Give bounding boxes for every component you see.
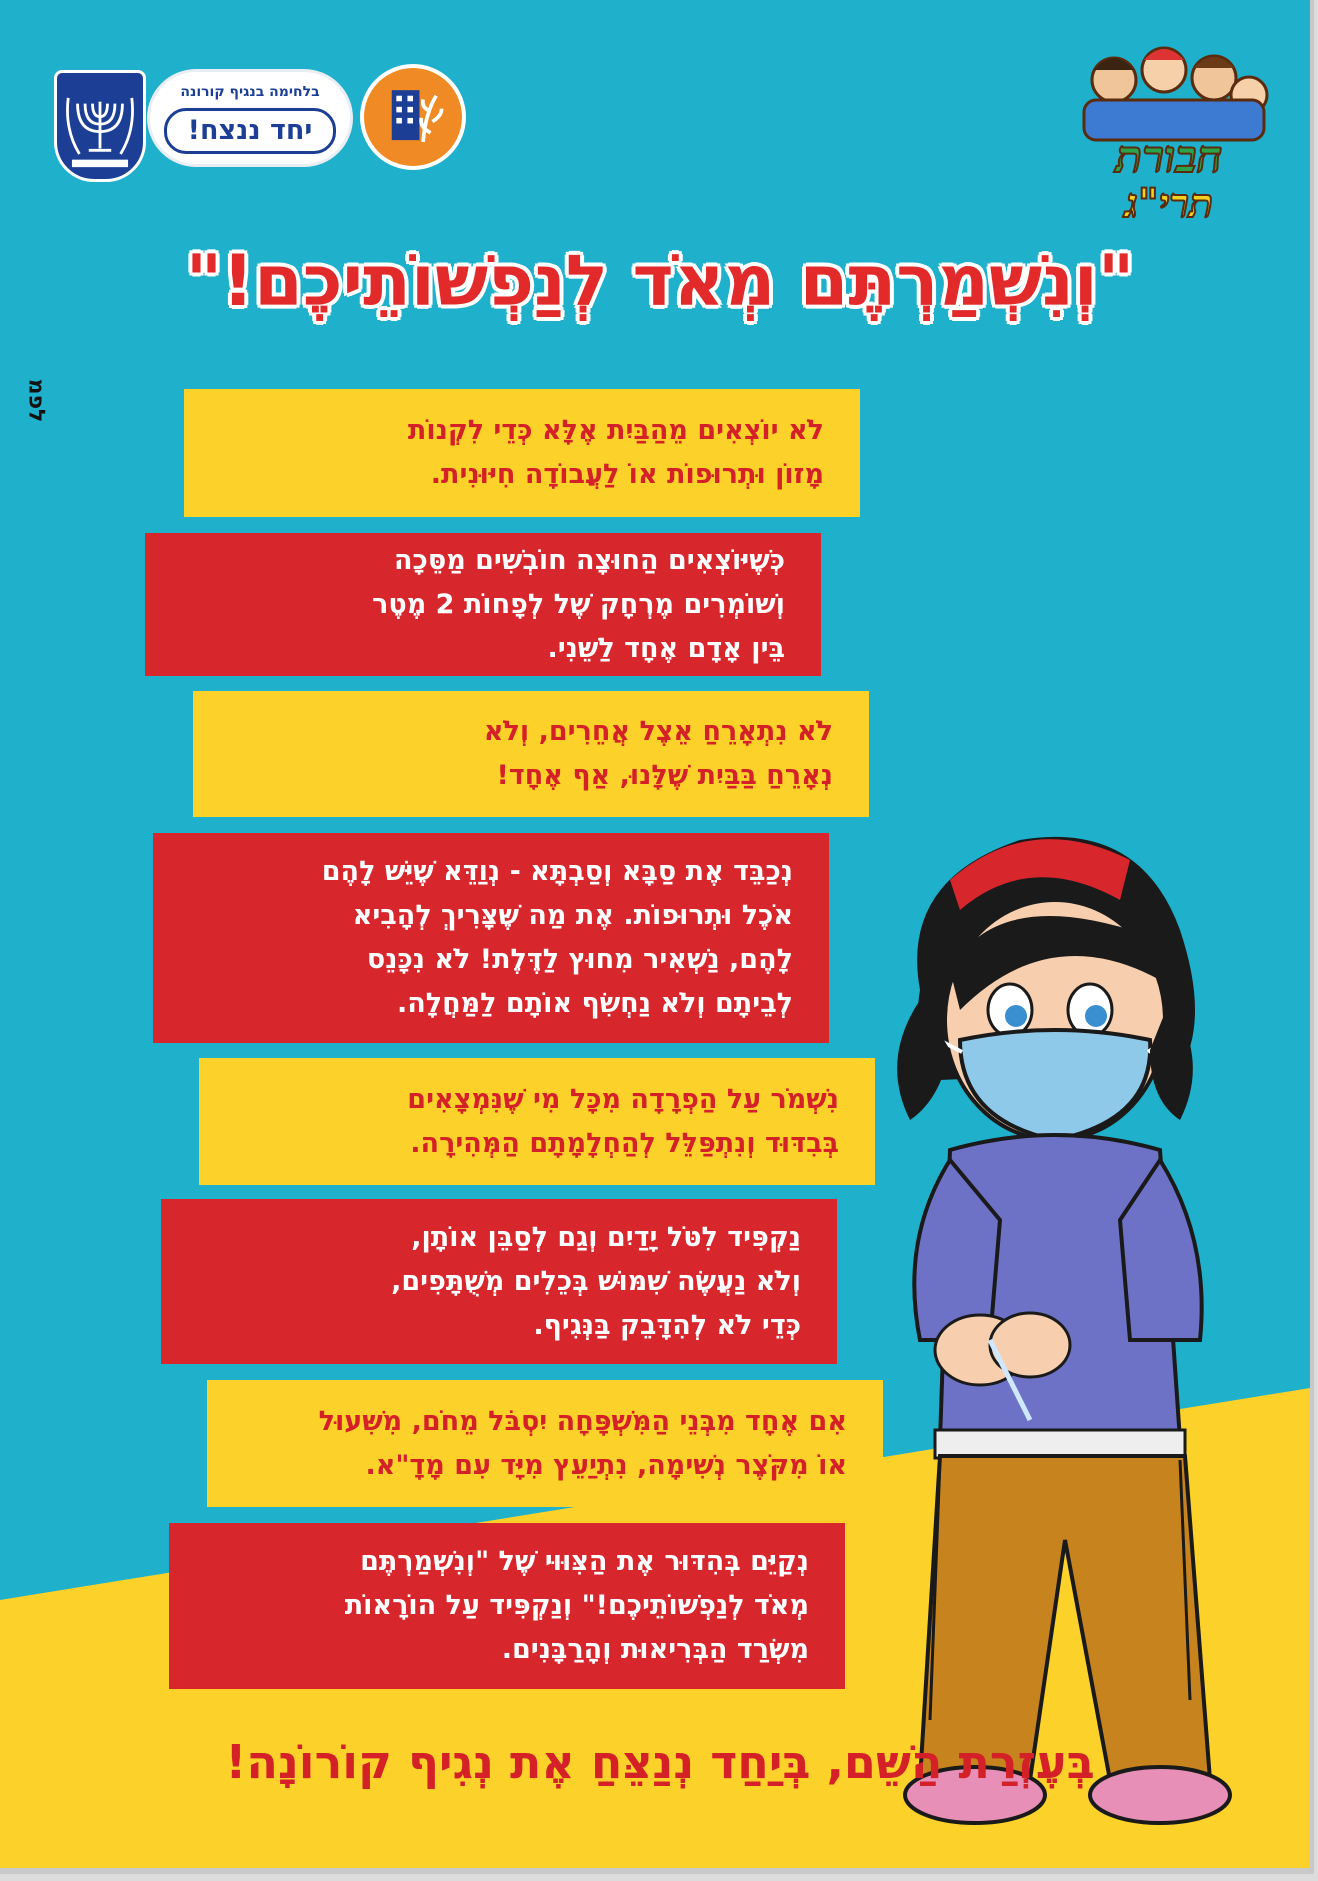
- instruction-line: אֹכֶל וּתְרוּפוֹת. אֶת מַה שֶּׁצָּרִיךְ לְהָבִיא: [352, 900, 793, 931]
- logo-caption: בלחימה בנגיף קורונה: [180, 84, 320, 100]
- instruction-line: מָזוֹן וּתְרוּפוֹת אוֹ לַעֲבוֹדָה חִיּוּנִית.: [430, 459, 824, 490]
- instruction-line: לָהֶם, נַשְׁאִיר מִחוּץ לַדֶּלֶת! לֹא נִכָּנֵס: [366, 944, 793, 975]
- comics-logo-line2: תרי"ג: [1124, 180, 1214, 227]
- instruction-box-6: [161, 1199, 837, 1364]
- instruction-box-3: [193, 691, 869, 817]
- logo-slogan: יחד ננצח!: [164, 108, 336, 154]
- footer-slogan: בְּעֶזְרַת הַשֵּׁם, בְּיַחַד נְנַצֵּחַ אֶת נְגִיף קוֹרוֹנָה!: [225, 1735, 1095, 1789]
- masked-girl-illustration: [880, 820, 1260, 1840]
- instruction-line: וְשׁוֹמְרִים מֶרְחָק שֶׁל לְפָחוֹת 2 מֶטֶר: [372, 588, 785, 620]
- instruction-line: בְּבִדּוּד וְנִתְפַּלֵּל לְהַחְלָמָתָם הַמְּהִירָה.: [410, 1127, 839, 1159]
- comics-group-logo: [1064, 40, 1274, 227]
- instruction-box-8: [169, 1523, 845, 1689]
- instruction-line: מְאֹד לְנַפְשׁוֹתֵיכֶם!" וְנַקְפִּיד עַל הוֹרָאוֹת: [344, 1590, 809, 1621]
- instruction-box-2: [145, 533, 821, 676]
- instruction-line: נְקַיֵּם בְּהִדּוּר אֶת הַצִּוּוּי שֶׁל "וְנִשְׁמַרְתֶּם: [360, 1546, 809, 1577]
- instruction-line: לֹא יוֹצְאִים מֵהַבַּיִת אֶלָּא כְּדֵי לִקְנוֹת: [407, 415, 824, 446]
- side-label: [22, 368, 58, 434]
- united-we-win-logo: [150, 72, 350, 164]
- instruction-box-7: [207, 1380, 883, 1507]
- side-label-text: לפמ: [23, 378, 49, 423]
- instruction-line: לֹא נִתְאָרֵחַ אֵצֶל אֲחֵרִים, וְלֹא: [483, 716, 833, 747]
- comics-logo-line1: חבורת: [1115, 132, 1223, 183]
- instruction-box-5: [199, 1058, 875, 1185]
- instruction-line: נְכַבֵּד אֶת סַבָּא וְסַבְתָּא - נְוַדֵּא שֶׁיֵּשׁ לָהֶם: [321, 856, 793, 887]
- instruction-line: בֵּין אָדָם אֶחָד לַשֵּׁנִי.: [547, 632, 785, 664]
- instruction-box-1: [184, 389, 860, 517]
- instruction-line: נְאָרֵחַ בַּבַּיִת שֶׁלָּנוּ, אַף אֶחָד!: [496, 760, 833, 791]
- instruction-line: לְבֵיתָם וְלֹא נַחְשִׂף אוֹתָם לַמַּחֲלָה.: [396, 988, 793, 1019]
- instruction-line: וְלֹא נַעֲשֶׂה שִׁמּוּשׁ בְּכֵלִים מְשֻׁתָּפִים,: [391, 1265, 801, 1297]
- instruction-line: כְּשֶׁיּוֹצְאִים הַחוּצָה חוֹבְשִׁים מַסֵּכָה: [394, 544, 785, 576]
- instruction-line: כְּדֵי לֹא לְהִדָּבֵק בַּנְּגִיף.: [533, 1309, 801, 1341]
- instruction-line: נִשְׁמֹר עַל הַפְרָדָה מִכָּל מִי שֶׁנִּמְצָאִים: [407, 1083, 839, 1115]
- instruction-box-4: [153, 833, 829, 1043]
- instruction-line: מִשְׂרַד הַבְּרִיאוּת וְהָרַבָּנִים.: [501, 1634, 809, 1665]
- state-emblem-icon: [54, 70, 146, 182]
- instruction-line: אוֹ מִקֹּצֶר נְשִׁימָה, נִתְיַעֵץ מִיָּד עִם מָדָ"א.: [365, 1449, 847, 1481]
- poster-title: "וְנִשְׁמַרְתֶּם מְאֹד לְנַפְשׁוֹתֵיכֶם!": [185, 240, 1135, 322]
- ministry-building-icon: [360, 64, 466, 170]
- instruction-line: נַקְפִּיד לִטֹּל יָדַיִם וְגַם לְסַבֵּן אוֹתָן,: [411, 1221, 801, 1253]
- instruction-line: אִם אֶחָד מִבְּנֵי הַמִּשְׁפָּחָה יִסְבֹּל מֵחֹם, מִשִּׁעוּל: [318, 1405, 847, 1437]
